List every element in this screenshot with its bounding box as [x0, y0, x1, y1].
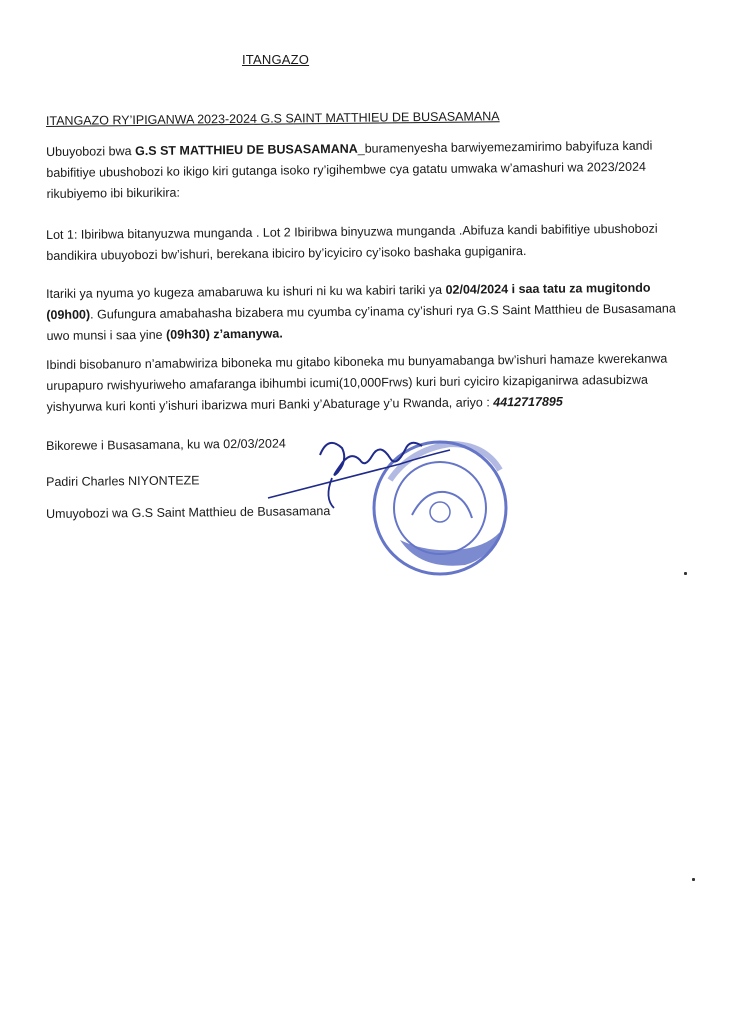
deadline-date: 02/04/2024 i saa tatu za mugitondo [445, 280, 651, 297]
paragraph-deadline [46, 277, 687, 347]
lots-line-2: bandikira ubuyobozi bw’ishuri, berekana ibiciro by’icyiciro cy’isoko bashaka gupiganira. [46, 243, 527, 263]
deadline-time: (09h00) [46, 307, 91, 322]
paragraph-details [46, 348, 687, 418]
paragraph-intro [46, 135, 687, 205]
intro-text: Ubuyobozi bwa [46, 144, 136, 159]
subtitle-school-name: G.S SAINT MATTHIEU DE BUSASAMANA [260, 109, 500, 126]
deadline-text: Itariki ya nyuma yo kugeza amabaruwa ku ishuri ni ku wa kabiri tariki ya [46, 282, 446, 301]
intro-school-name: G.S ST MATTHIEU DE BUSASAMANA [134, 141, 358, 159]
lots-line-1: Lot 1: Ibiribwa bitanyuzwa munganda . Lot 2 Ibiribwa binyuzwa munganda .Abifuza kandi babifitiye ubushobozi [46, 221, 658, 242]
scan-speck [692, 878, 695, 881]
intro-line-3: rikubiyemo ibi bikurikira: [46, 185, 180, 201]
paragraph-lots [46, 218, 686, 267]
scan-speck [684, 572, 687, 575]
opening-time: (09h30) z’amanywa. [165, 326, 283, 342]
page-title: ITANGAZO [242, 52, 310, 67]
signer-role: Umuyobozi wa G.S Saint Matthieu de Busasamana [46, 504, 331, 521]
opening-day-text: uwo munsi i saa yine [46, 327, 167, 343]
bank-account-number: 4412717895 [493, 394, 563, 410]
place-date: Bikorewe i Busasamana, ku wa 02/03/2024 [46, 436, 286, 453]
intro-line-2: babifitiye ubushobozi ko ikigo kiri gutanga isoko ry’igihembwe cya gatatu umwaka w’amashuri wa 2023/2024 [46, 159, 647, 180]
official-stamp-and-signature [250, 420, 530, 590]
details-line-2: urupapuro rwishyuriweho amafaranga ibihumbi icumi(10,000Frws) kuri buri cyiciro kizapiganirwa adasubizwa [46, 372, 649, 393]
details-line-1: Ibindi bisobanuro n’amabwiriza biboneka mu gitabo kiboneka mu bunyamabanga bw’ishuri hamaze kwerekanwa [46, 351, 668, 372]
opening-text: . Gufungura amabahasha bizabera mu cyumba cy’inama cy’ishuri rya G.S Saint Matthieu de Busasamana [90, 301, 676, 322]
subtitle-part-1: ITANGAZO RY’IPIGANWA 2023-2024 [45, 111, 261, 128]
details-text: yishyurwa kuri konti y’ishuri ibarizwa muri Banki y’Abaturage y’u Rwanda, ariyo : [46, 395, 494, 414]
signer-name: Padiri Charles NIYONTEZE [46, 473, 200, 489]
announcement-subtitle [46, 109, 500, 128]
intro-text-cont: _buramenyesha barwiyemezamirimo babyifuza kandi [357, 138, 653, 156]
